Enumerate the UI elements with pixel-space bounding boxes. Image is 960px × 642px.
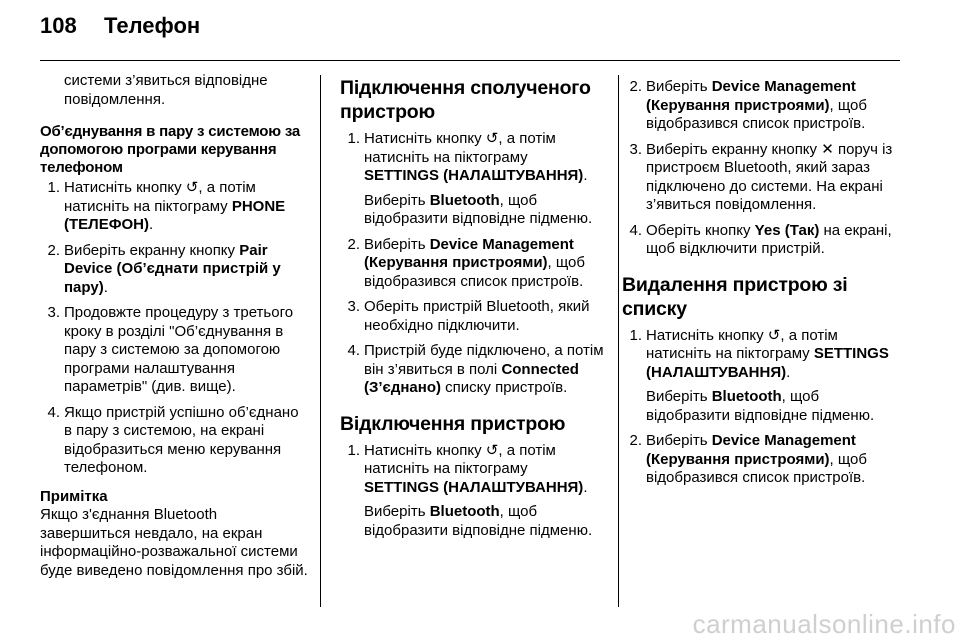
note-text: Якщо з'єднання Bluetooth завершиться невдало, на екран інформаційно-розважальної системи буде виведено повідомлення про збій. xyxy=(40,506,308,579)
note-title: Примітка xyxy=(40,487,108,505)
close-icon: ✕ xyxy=(821,140,834,158)
home-icon: ↺ xyxy=(185,179,199,196)
column-3 xyxy=(622,78,902,495)
list-item: 3. Виберіть екранну кнопку ✕ поруч із пристроєм Bluetooth, який зараз підключено до системи. На екрані з’явиться повідомлення. xyxy=(629,140,893,213)
section-heading-connect: Підключення сполученого пристрою xyxy=(340,77,591,123)
home-icon: ↺ xyxy=(485,441,499,459)
intro-text: системи з’явиться відповідне повідомлення. xyxy=(64,72,268,108)
section-heading-remove: Видалення пристрою зі списку xyxy=(622,273,848,320)
list-item: 3. Оберіть пристрій Bluetooth, який необхідно підключити. xyxy=(347,298,590,334)
list-item: 2. Виберіть Device Management (Керування пристроями), щоб відобразився список пристроїв. xyxy=(347,235,585,290)
list-item: 2. Виберіть Device Management (Керування пристроями), щоб відобразився список пристроїв. xyxy=(629,432,867,486)
column-divider-1 xyxy=(320,75,321,607)
list-item: 2. Виберіть Device Management (Керування пристроями), щоб відобразився список пристроїв. xyxy=(629,78,867,132)
home-icon: ↺ xyxy=(767,326,781,344)
list-item: 1. Натисніть кнопку ↺, а потім натисніть на піктограму PHONE (ТЕЛЕФОН). xyxy=(47,179,286,233)
watermark: carmanualsonline.info xyxy=(692,609,956,639)
column-1 xyxy=(40,72,308,580)
section-heading-disconnect: Відключення пристрою xyxy=(340,412,566,435)
page-header xyxy=(40,13,200,53)
column-divider-2 xyxy=(618,75,619,607)
list-item: 1. Натисніть кнопку ↺, а потім натисніть на піктограму SETTINGS (НАЛАШТУВАННЯ). Виберіть Bluetooth, щоб відобразити відповідне підменю. xyxy=(347,441,593,539)
list-item: 1. Натисніть кнопку ↺, а потім натисніть на піктограму SETTINGS (НАЛАШТУВАННЯ). Виберіть Bluetooth, щоб відобразити відповідне підменю. xyxy=(629,326,889,424)
steps-list xyxy=(340,130,604,398)
steps-list xyxy=(622,78,902,259)
list-item: 4. Якщо пристрій успішно об’єднано в пару з системою, на екрані відобразиться меню керування телефоном. xyxy=(47,403,299,476)
steps-list xyxy=(40,179,308,478)
page-number: 108 xyxy=(40,13,77,38)
steps-list xyxy=(622,327,902,488)
section-heading-pair-app: Об’єднування в пару з системою за допомогою програми керування телефоном xyxy=(40,123,301,176)
header-divider xyxy=(40,60,900,61)
list-item: 1. Натисніть кнопку ↺, а потім натисніть на піктограму SETTINGS (НАЛАШТУВАННЯ). Виберіть Bluetooth, щоб відобразити відповідне підменю. xyxy=(347,130,593,227)
column-2 xyxy=(340,76,604,547)
home-icon: ↺ xyxy=(485,130,499,147)
list-item: 4. Оберіть кнопку Yes (Так) на екрані, щоб відключити пристрій. xyxy=(629,221,892,257)
steps-list xyxy=(340,442,604,541)
list-item: 2. Виберіть екранну кнопку Pair Device (Об’єднати пристрій у пару). xyxy=(47,241,281,296)
list-item: 4. Пристрій буде підключено, а потім він з’явиться в полі Connected (З’єднано) списку пристроїв. xyxy=(347,342,604,396)
list-item: 3. Продовжте процедуру з третього кроку в розділі "Об’єднування в пару з системою за допомогою програми налаштування параметрів" (див. вище). xyxy=(47,304,294,395)
page-title: Телефон xyxy=(104,13,201,38)
